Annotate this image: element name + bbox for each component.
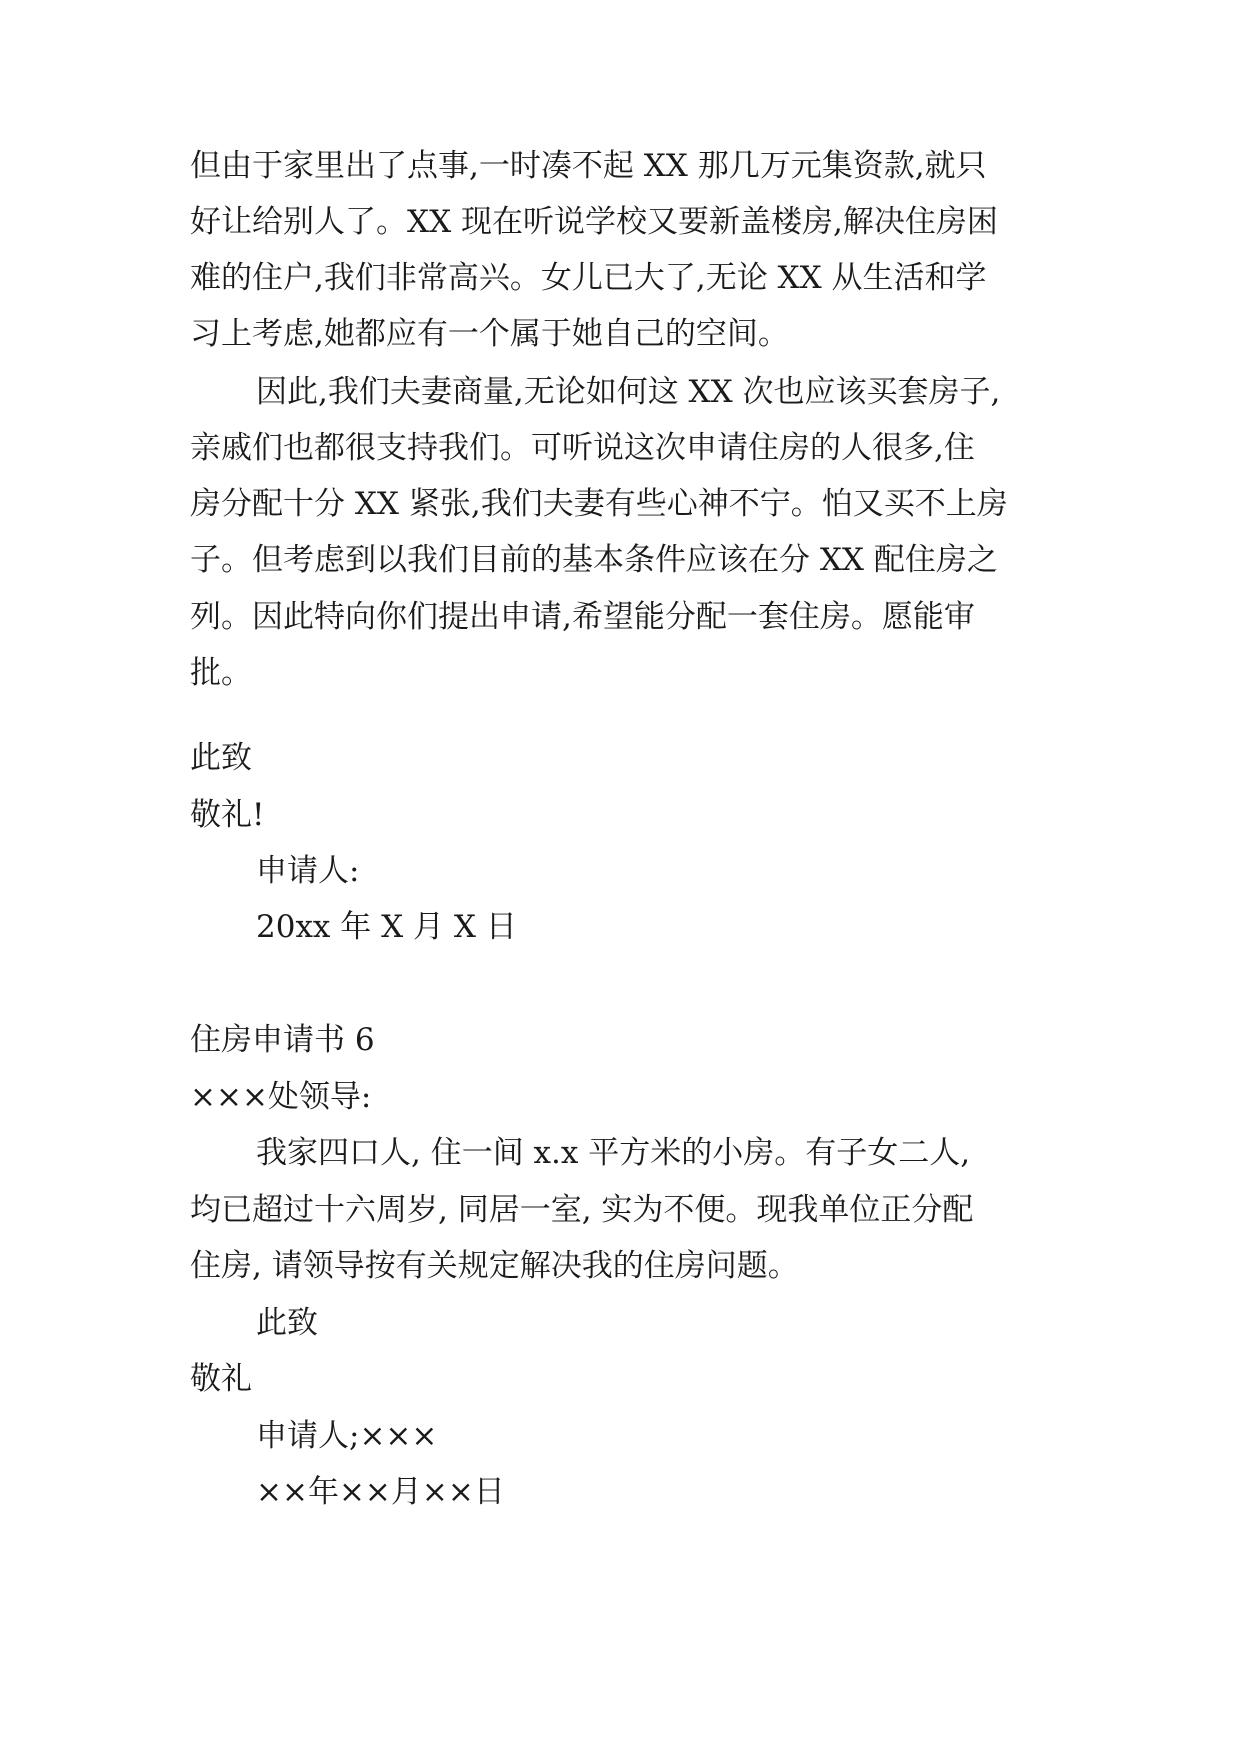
letter-one-paragraph-two-line-3: 房分配十分 XX 紧张,我们夫妻有些心神不宁。怕又买不上房: [190, 486, 1008, 522]
letter-one-paragraph-two-line-2: 亲戚们也都很支持我们。可听说这次申请住房的人很多,住: [190, 430, 975, 466]
letter-two-applicant: 申请人;×××: [256, 1418, 438, 1454]
letter-one-paragraph-two-line-5: 列。因此特向你们提出申请,希望能分配一套住房。愿能审: [190, 599, 975, 635]
letter-one-date: 20xx 年 X 月 X 日: [256, 909, 517, 945]
letter-two-closing-cizhi: 此致: [256, 1305, 318, 1341]
letter-one-paragraph-two-line-4: 子。但考虑到以我们目前的基本条件应该在分 XX 配住房之: [190, 542, 998, 578]
letter-one-paragraph-one-line-4: 习上考虑,她都应有一个属于她自己的空间。: [190, 316, 789, 352]
letter-one-paragraph-one-line-3: 难的住户,我们非常高兴。女儿已大了,无论 XX 从生活和学: [190, 260, 987, 296]
letter-two-title: 住房申请书 6: [190, 1022, 375, 1058]
letter-two-closing-jingli: 敬礼: [190, 1361, 252, 1397]
letter-two-body-line-2: 均已超过十六周岁, 同居一室, 实为不便。现我单位正分配: [190, 1192, 974, 1228]
letter-one-applicant-label: 申请人:: [256, 853, 360, 889]
letter-one-paragraph-one-line-1: 但由于家里出了点事,一时凑不起 XX 那几万元集资款,就只: [190, 148, 987, 184]
letter-one-closing-cizhi: 此致: [190, 740, 252, 776]
letter-one-closing-jingli: 敬礼!: [190, 797, 265, 833]
letter-two-date: ××年××月××日: [256, 1474, 505, 1510]
letter-one-paragraph-two-line-1: 因此,我们夫妻商量,无论如何这 XX 次也应该买套房子,: [256, 374, 1001, 410]
letter-one-paragraph-two-line-6: 批。: [190, 655, 252, 691]
letter-two-body-line-1: 我家四口人, 住一间 x.x 平方米的小房。有子女二人,: [256, 1135, 971, 1171]
letter-one-paragraph-one-line-2: 好让给别人了。XX 现在听说学校又要新盖楼房,解决住房困: [190, 204, 998, 240]
letter-two-body-line-3: 住房, 请领导按有关规定解决我的住房问题。: [190, 1248, 799, 1284]
letter-two-salutation: ×××处领导:: [190, 1079, 372, 1115]
